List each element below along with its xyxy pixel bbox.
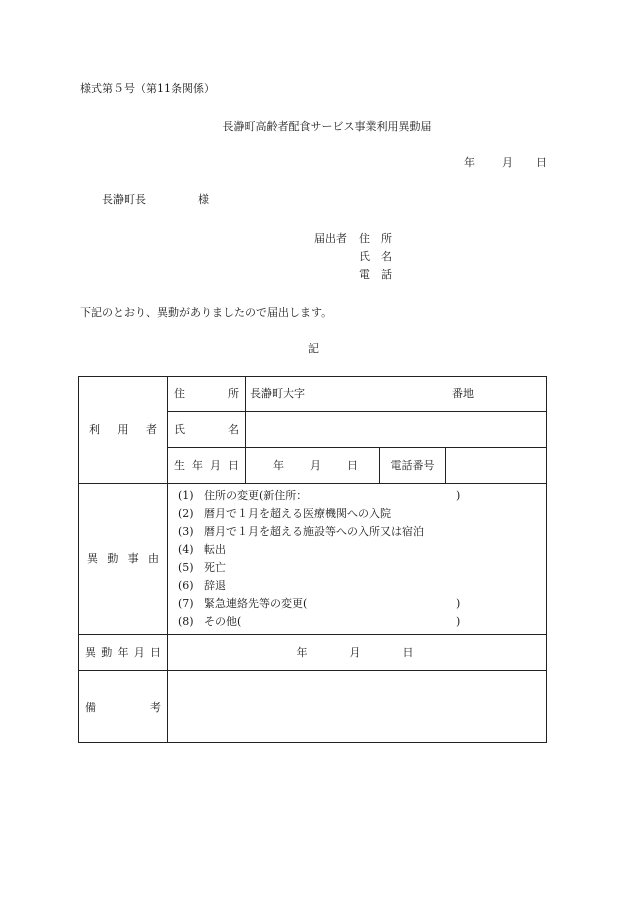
remarks-value-cell[interactable] <box>168 671 547 743</box>
birth-value-cell[interactable] <box>246 448 380 484</box>
birth-label: 生 年 月 日 <box>174 458 239 472</box>
document-title: 長瀞町高齢者配食サービス事業利用異動届 <box>222 120 432 133</box>
reason-item-7[interactable]: (7) 緊急連絡先等の変更( ) <box>178 597 461 610</box>
reasons-cell <box>168 484 547 635</box>
name-value-cell[interactable] <box>246 412 547 448</box>
remarks-label-cell <box>79 671 168 743</box>
reason-item-4[interactable]: (4) 転出 <box>178 543 226 556</box>
form-number: 様式第５号（第11条関係） <box>80 82 215 95</box>
reason-label-cell <box>79 484 168 635</box>
ki-label: 記 <box>308 342 319 355</box>
address-value-cell[interactable] <box>246 377 547 412</box>
intro-text: 下記のとおり、異動がありましたので届出します。 <box>80 306 333 319</box>
birth-label-cell <box>168 448 246 484</box>
change-date: 年 月 日 <box>296 645 414 659</box>
name-label: 氏 名 <box>174 422 239 436</box>
change-form-table <box>78 376 547 743</box>
row-change-date <box>79 635 547 671</box>
reason-item-1[interactable]: (1) 住所の変更(新住所： ) <box>178 489 461 502</box>
date-month-label: 月 <box>502 156 513 169</box>
row-address <box>79 377 547 412</box>
applicant-phone-label: 電 話 <box>359 268 392 281</box>
address-suffix: 番地 <box>452 387 475 400</box>
reason-label: 異 動 事 由 <box>87 552 159 565</box>
date-day-label: 日 <box>536 156 547 169</box>
reasons-list <box>168 484 546 634</box>
change-date-label-cell <box>79 635 168 671</box>
user-label-cell <box>79 377 168 484</box>
name-label-cell <box>168 412 246 448</box>
applicant-label: 届出者 <box>314 232 347 245</box>
user-label: 利 用 者 <box>89 423 157 436</box>
change-date-label: 異 動 年 月 日 <box>85 645 161 659</box>
reason-item-6[interactable]: (6) 辞退 <box>178 579 226 592</box>
change-date-value-cell[interactable] <box>168 635 547 671</box>
phone-value-cell[interactable] <box>446 448 547 484</box>
honorific: 様 <box>198 193 209 206</box>
reason-item-3[interactable]: (3) 暦月で１月を超える施設等への入所又は宿泊 <box>178 525 424 538</box>
phone-label: 電話番号 <box>390 458 435 472</box>
date-year-label: 年 <box>464 156 475 169</box>
row-reasons <box>79 484 547 635</box>
address-label: 住 所 <box>174 387 239 400</box>
phone-label-cell <box>380 448 446 484</box>
remarks-label: 備 考 <box>85 701 161 714</box>
row-remarks <box>79 671 547 743</box>
applicant-address-label: 住 所 <box>359 232 392 245</box>
reason-item-2[interactable]: (2) 暦月で１月を超える医療機関への入院 <box>178 507 391 520</box>
reason-item-5[interactable]: (5) 死亡 <box>178 561 226 574</box>
address-label-cell <box>168 377 246 412</box>
applicant-name-label: 氏 名 <box>359 250 392 263</box>
address-prefix: 長瀞町大字 <box>250 387 305 400</box>
birth-date: 年 月 日 <box>273 458 358 472</box>
addressee: 長瀞町長 <box>102 193 146 206</box>
reason-item-8[interactable]: (8) その他( ) <box>178 615 461 628</box>
